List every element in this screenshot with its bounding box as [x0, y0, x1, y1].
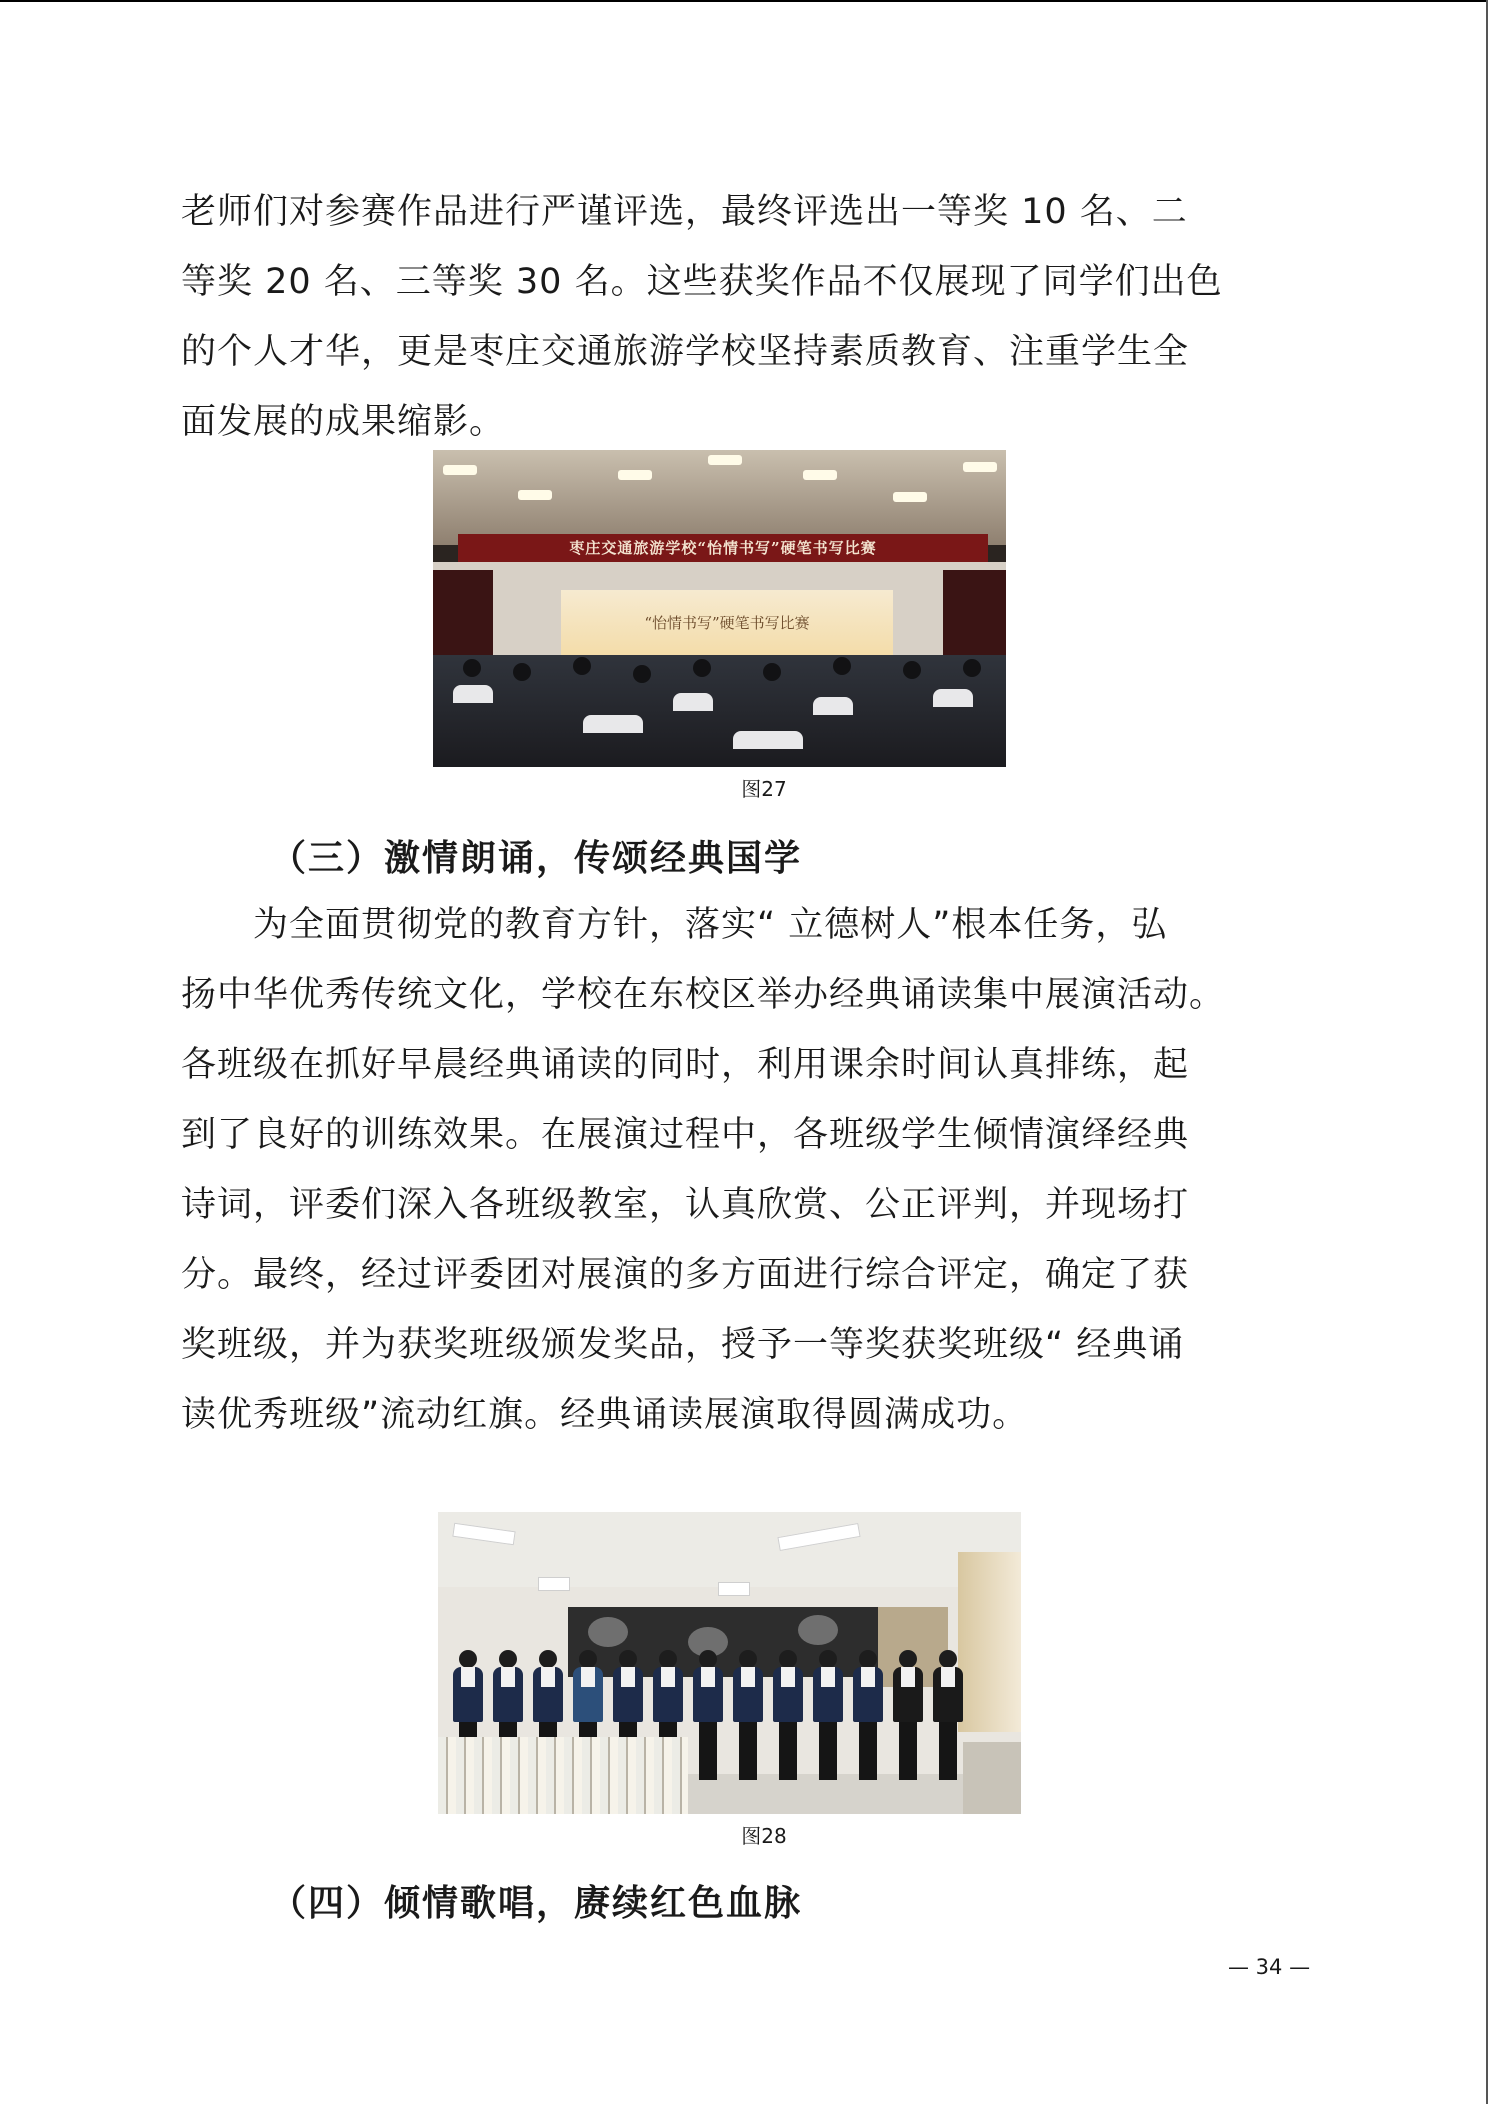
ceiling-light [538, 1577, 570, 1591]
text-line: 面发展的成果缩影。 [181, 402, 506, 442]
text-line: 老师们对参赛作品进行严谨评选，最终评选出一等奖 10 名、二 [181, 192, 1188, 232]
paragraph-recitation [181, 890, 1311, 1450]
student [693, 1650, 723, 1780]
red-banner [458, 534, 988, 562]
page-number: — 34 — [1228, 1955, 1311, 1979]
text-line: 分。最终，经过评委团对展演的多方面进行综合评定，确定了获 [181, 1255, 1190, 1295]
window [958, 1552, 1021, 1732]
student [773, 1650, 803, 1780]
text-line: 各班级在抓好早晨经典诵读的同时，利用课余时间认真排练，起 [181, 1045, 1190, 1085]
text-line: 读优秀班级”流动红旗。经典诵读展演取得圆满成功。 [181, 1395, 1029, 1435]
audience-head [903, 661, 921, 679]
paragraph-awards [181, 177, 1311, 457]
figure-caption: 图27 [741, 777, 787, 801]
ceiling-light [443, 465, 477, 475]
audience-head [693, 659, 711, 677]
audience-shirt [583, 715, 643, 733]
ceiling-light [718, 1582, 750, 1596]
text-line: 为全面贯彻党的教育方针，落实“ 立德树人”根本任务，弘 [181, 905, 1168, 945]
text-line: 诗词，评委们深入各班级教室，认真欣赏、公正评判，并现场打 [181, 1185, 1190, 1225]
ceiling-light [893, 492, 927, 502]
audience-shirt [453, 685, 493, 703]
audience-shirt [933, 689, 973, 707]
audience [433, 655, 1006, 767]
audience-head [463, 659, 481, 677]
text-line: 等奖 20 名、三等奖 30 名。这些获奖作品不仅展现了同学们出色 [181, 262, 1223, 302]
ceiling-light [518, 490, 552, 500]
student [853, 1650, 883, 1780]
ceiling [438, 1512, 1021, 1587]
photo-handwriting-contest [433, 450, 1006, 767]
desk-items [963, 1742, 1021, 1814]
audience-head [763, 663, 781, 681]
audience-head [573, 657, 591, 675]
ceiling-light [963, 462, 997, 472]
board-drawing [798, 1615, 838, 1645]
section-heading: （三）激情朗诵，传颂经典国学 [270, 837, 803, 879]
audience-head [633, 665, 651, 683]
audience-head [513, 663, 531, 681]
text-line: 奖班级，并为获奖班级颁发奖品，授予一等奖获奖班级“ 经典诵 [181, 1325, 1185, 1365]
audience-shirt [813, 697, 853, 715]
audience-head [963, 659, 981, 677]
book-stacks [438, 1737, 688, 1814]
banner-text: 枣庄交通旅游学校“怡情书写”硬笔书写比赛 [569, 539, 877, 557]
section-heading: （四）倾情歌唱，赓续红色血脉 [270, 1882, 803, 1924]
student [893, 1650, 923, 1780]
audience-shirt [733, 731, 803, 749]
student [733, 1650, 763, 1780]
ceiling-light [803, 470, 837, 480]
audience-head [833, 657, 851, 675]
text-line: 的个人才华，更是枣庄交通旅游学校坚持素质教育、注重学生全 [181, 332, 1190, 372]
screen-text: “怡情书写”硬笔书写比赛 [644, 614, 810, 632]
photo-classroom-recitation [438, 1512, 1021, 1814]
text-line: 到了良好的训练效果。在展演过程中，各班级学生倾情演绎经典 [181, 1115, 1190, 1155]
student [813, 1650, 843, 1780]
student [933, 1650, 963, 1780]
text-line: 扬中华优秀传统文化，学校在东校区举办经典诵读集中展演活动。 [181, 975, 1226, 1015]
board-drawing [588, 1617, 628, 1647]
top-border [0, 0, 1488, 2]
ceiling-light [708, 455, 742, 465]
figure-caption: 图28 [741, 1824, 787, 1848]
audience-shirt [673, 693, 713, 711]
ceiling-light [618, 470, 652, 480]
